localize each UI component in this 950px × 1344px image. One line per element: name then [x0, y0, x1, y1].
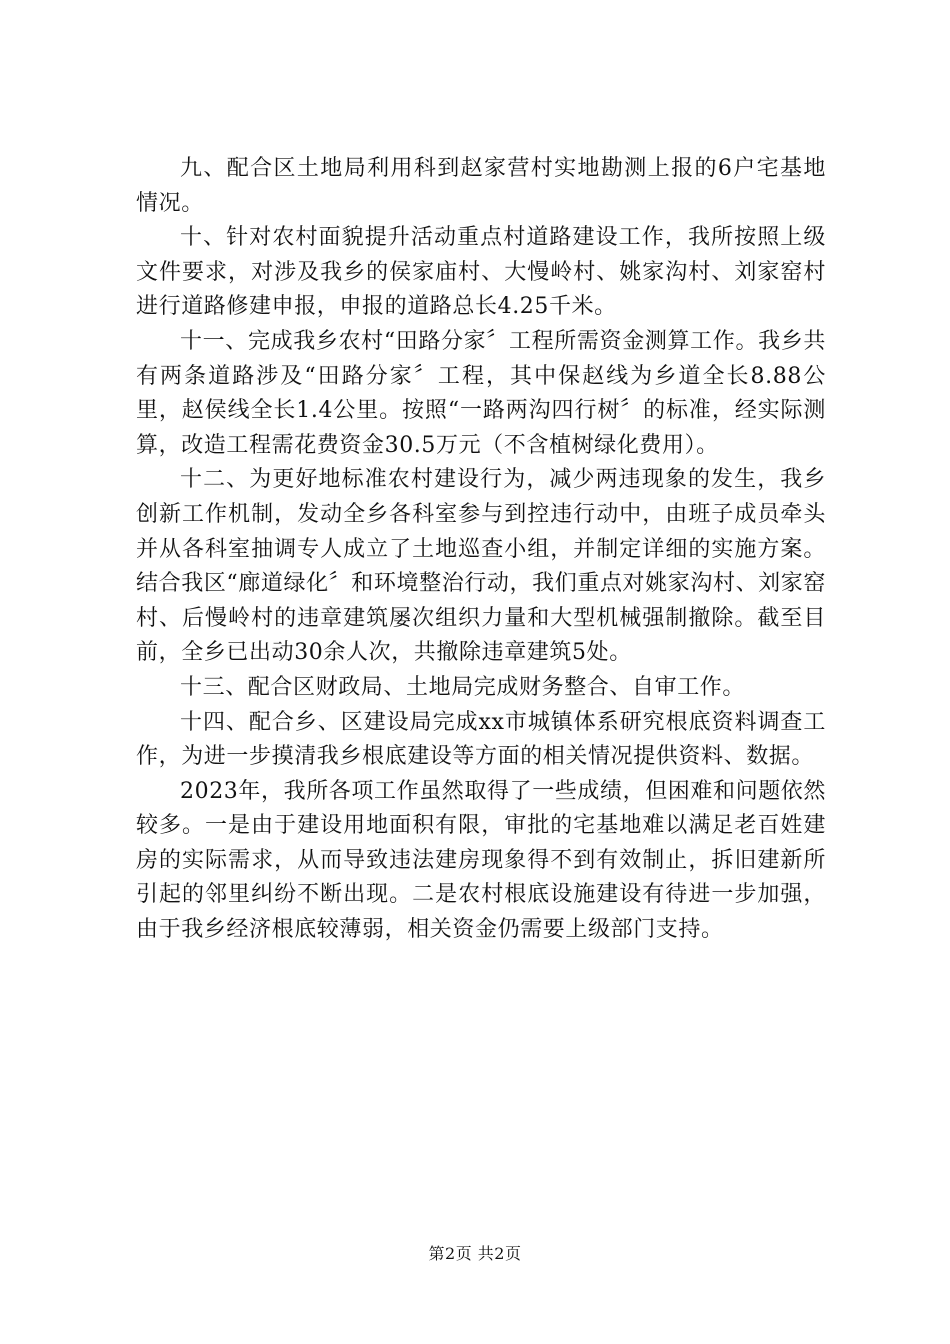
paragraph-item-10: 十、针对农村面貌提升活动重点村道路建设工作，我所按照上级文件要求，对涉及我乡的侯家庙村、大慢岭村、姚家沟村、刘家窑村进行道路修建申报，申报的道路总长4.25千米。 — [136, 225, 826, 320]
paragraph-item-13: 十三、配合区财政局、土地局完成财务整合、自审工作。 — [180, 674, 746, 700]
paragraph-item-12: 十二、为更好地标准农村建设行为，减少两违现象的发生，我乡创新工作机制，发动全乡各科室参与到控违行动中，由班子成员牵头并从各科室抽调专人成立了土地巡查小组，并制定详细的实施方案。结合我区“廊道绿化〞和环境整治行动，我们重点对姚家沟村、刘家窑村、后慢岭村的违章建筑屡次组织力量和大型机械强制撤除。截至目前，全乡已出动30余人次，共撤除违章建筑5处。 — [136, 467, 826, 666]
paragraph-summary-2023: 2023年，我所各项工作虽然取得了一些成绩，但困难和问题依然较多。一是由于建设用地面积有限，审批的宅基地难以满足老百姓建房的实际需求，从而导致违法建房现象得不到有效制止，拆旧建新所引起的邻里纠纷不断出现。二是农村根底设施建设有待进一步加强，由于我乡经济根底较薄弱，相关资金仍需要上级部门支持。 — [136, 778, 826, 943]
paragraph-item-9: 九、配合区土地局利用科到赵家营村实地勘测上报的6户宅基地情况。 — [136, 156, 826, 216]
paragraph-item-11: 十一、完成我乡农村“田路分家〞工程所需资金测算工作。我乡共有两条道路涉及“田路分家〞工程，其中保赵线为乡道全长8.88公里，赵侯线全长1.4公里。按照“一路两沟四行树〞的标准，经实际测算，改造工程需花费资金30.5万元（不含植树绿化费用）。 — [136, 328, 826, 458]
paragraph-item-14: 十四、配合乡、区建设局完成xx市城镇体系研究根底资料调查工作，为进一步摸清我乡根底建设等方面的相关情况提供资料、数据。 — [136, 709, 826, 770]
document-body — [136, 152, 826, 948]
page-footer: 第2页 共2页 — [428, 1244, 522, 1263]
